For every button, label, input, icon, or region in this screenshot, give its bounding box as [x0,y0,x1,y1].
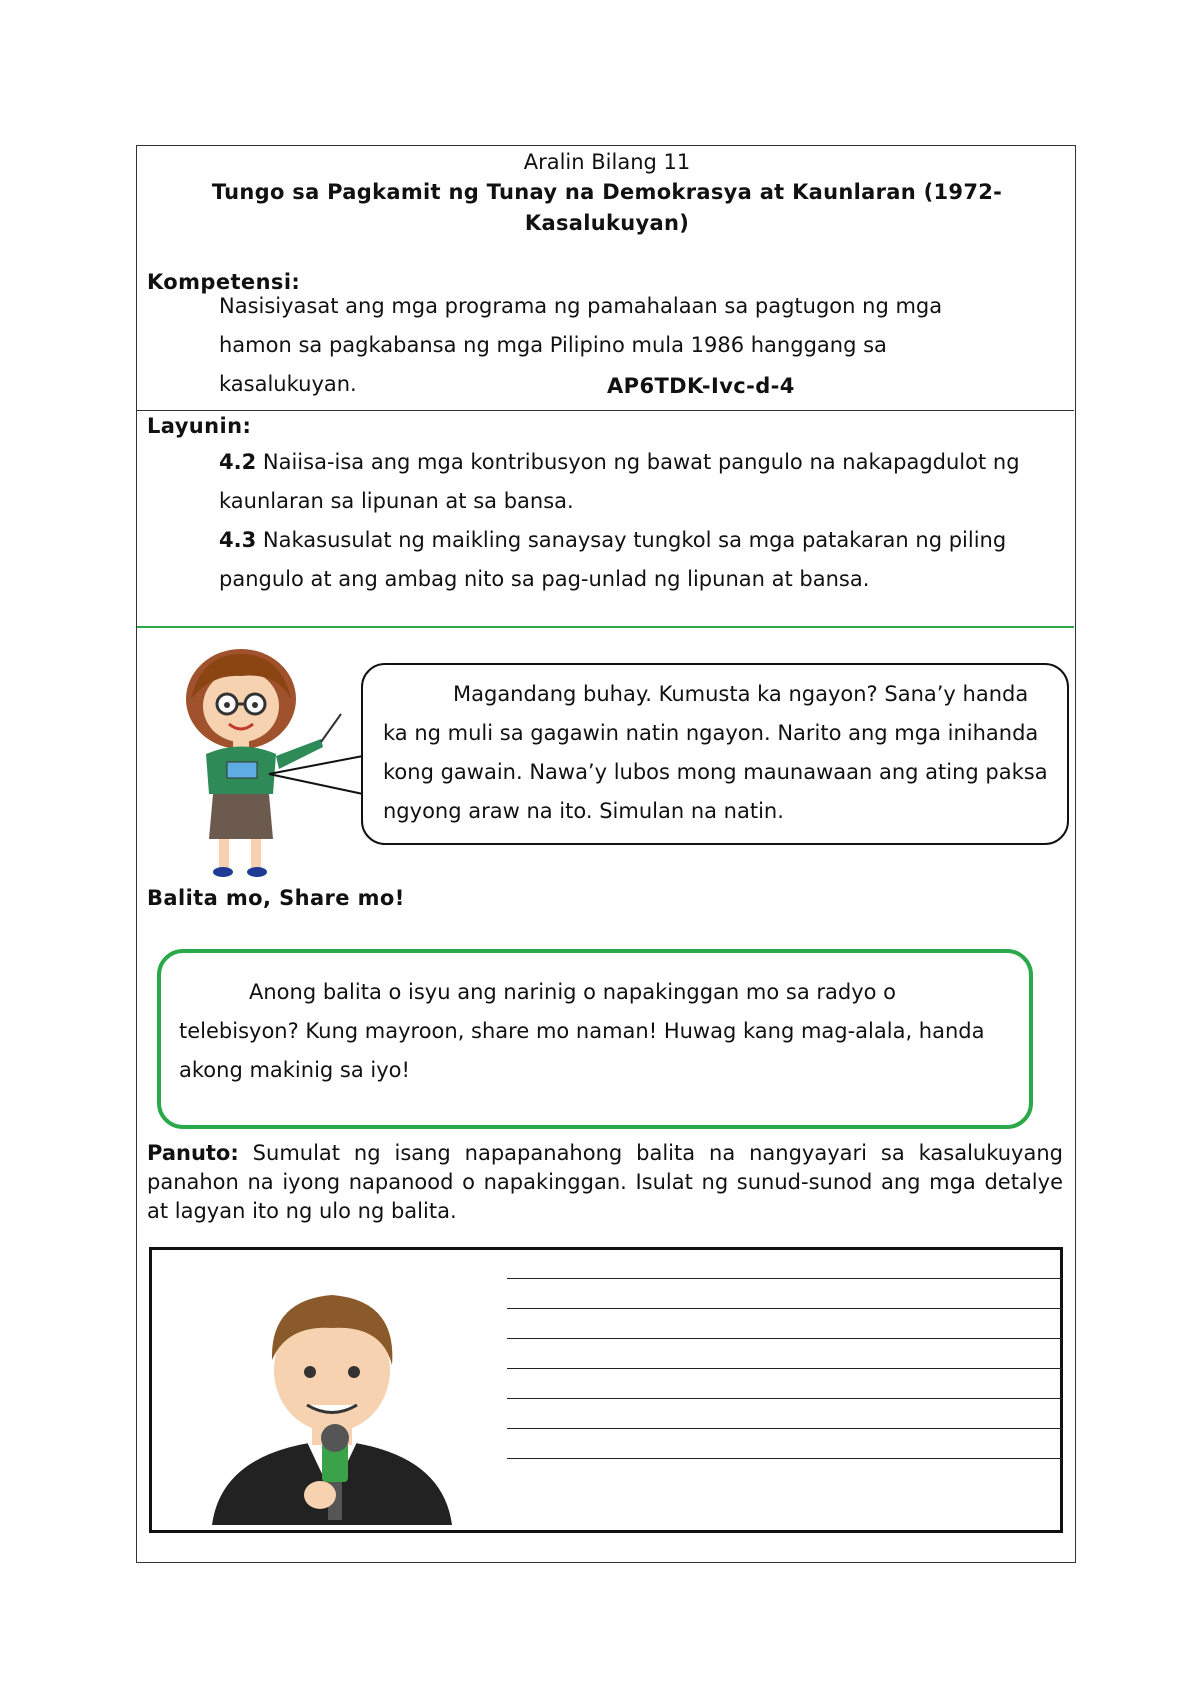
answer-line[interactable] [507,1458,1063,1459]
competency-description: Nasisiyasat ang mga programa ng pamahalaan sa pagtugon ng mga hamon sa pagkabansa ng mga Pilipino mula 1986 hanggang sa kasalukuyan. [219,294,943,396]
objective-text: Naiisa-isa ang mga kontribusyon ng bawat pangulo na nakapagdulot ng kaunlaran sa lipunan at sa bansa. [219,450,1020,513]
answer-line[interactable] [507,1368,1063,1369]
lesson-title: Tungo sa Pagkamit ng Tunay na Demokrasya at Kaunlaran (1972-Kasalukuyan) [211,180,1003,235]
section-divider [137,410,1074,411]
answer-line[interactable] [507,1398,1063,1399]
section-divider-green [137,626,1074,628]
worksheet-frame [136,145,1076,1563]
objective-text: Nakasusulat ng maikling sanaysay tungkol sa mga patakaran ng piling pangulo at ang ambag nito sa pag-unlad ng lipunan at bansa. [219,528,1007,591]
objective-number: 4.3 [219,528,257,552]
instructions-label: Panuto: [147,1141,239,1165]
lesson-number: Aralin Bilang 11 [523,150,691,174]
answer-box [149,1247,1063,1533]
activity-title: Balita mo, Share mo! [147,886,405,910]
answer-line[interactable] [507,1428,1063,1429]
objectives-label: Layunin: [147,414,252,438]
objective-number: 4.2 [219,450,257,474]
objective-item [219,443,1059,521]
speech-bubble [361,663,1069,845]
competency-label: Kompetensi: [147,270,301,294]
instructions [147,1139,1063,1226]
answer-line[interactable] [507,1278,1063,1279]
prompt-box [157,949,1033,1129]
competency-code: AP6TDK-Ivc-d-4 [607,374,795,398]
reporter-illustration [192,1280,472,1525]
objective-item [219,521,1059,599]
answer-line[interactable] [507,1338,1063,1339]
instructions-text: Sumulat ng isang napapanahong balita na nangyayari sa kasalukuyang panahon na iyong napanood o napakinggan. Isulat ng sunud-sunod ang mga detalye at lagyan ito ng ulo ng balita. [147,1141,1063,1223]
answer-line[interactable] [507,1308,1063,1309]
speech-bubble-text: Magandang buhay. Kumusta ka ngayon? Sana’y handa ka ng muli sa gagawin natin ngayon. Narito ang mga inihanda kong gawain. Nawa’y lubos mong maunawaan ang ating paksa ngyong araw na ito. Simulan na natin. [383,682,1048,823]
speech-bubble-tail [267,754,367,814]
prompt-text: Anong balita o isyu ang narinig o napakinggan mo sa radyo o telebisyon? Kung mayroon, share mo naman! Huwag kang mag-alala, handa akong makinig sa iyo! [179,980,985,1082]
